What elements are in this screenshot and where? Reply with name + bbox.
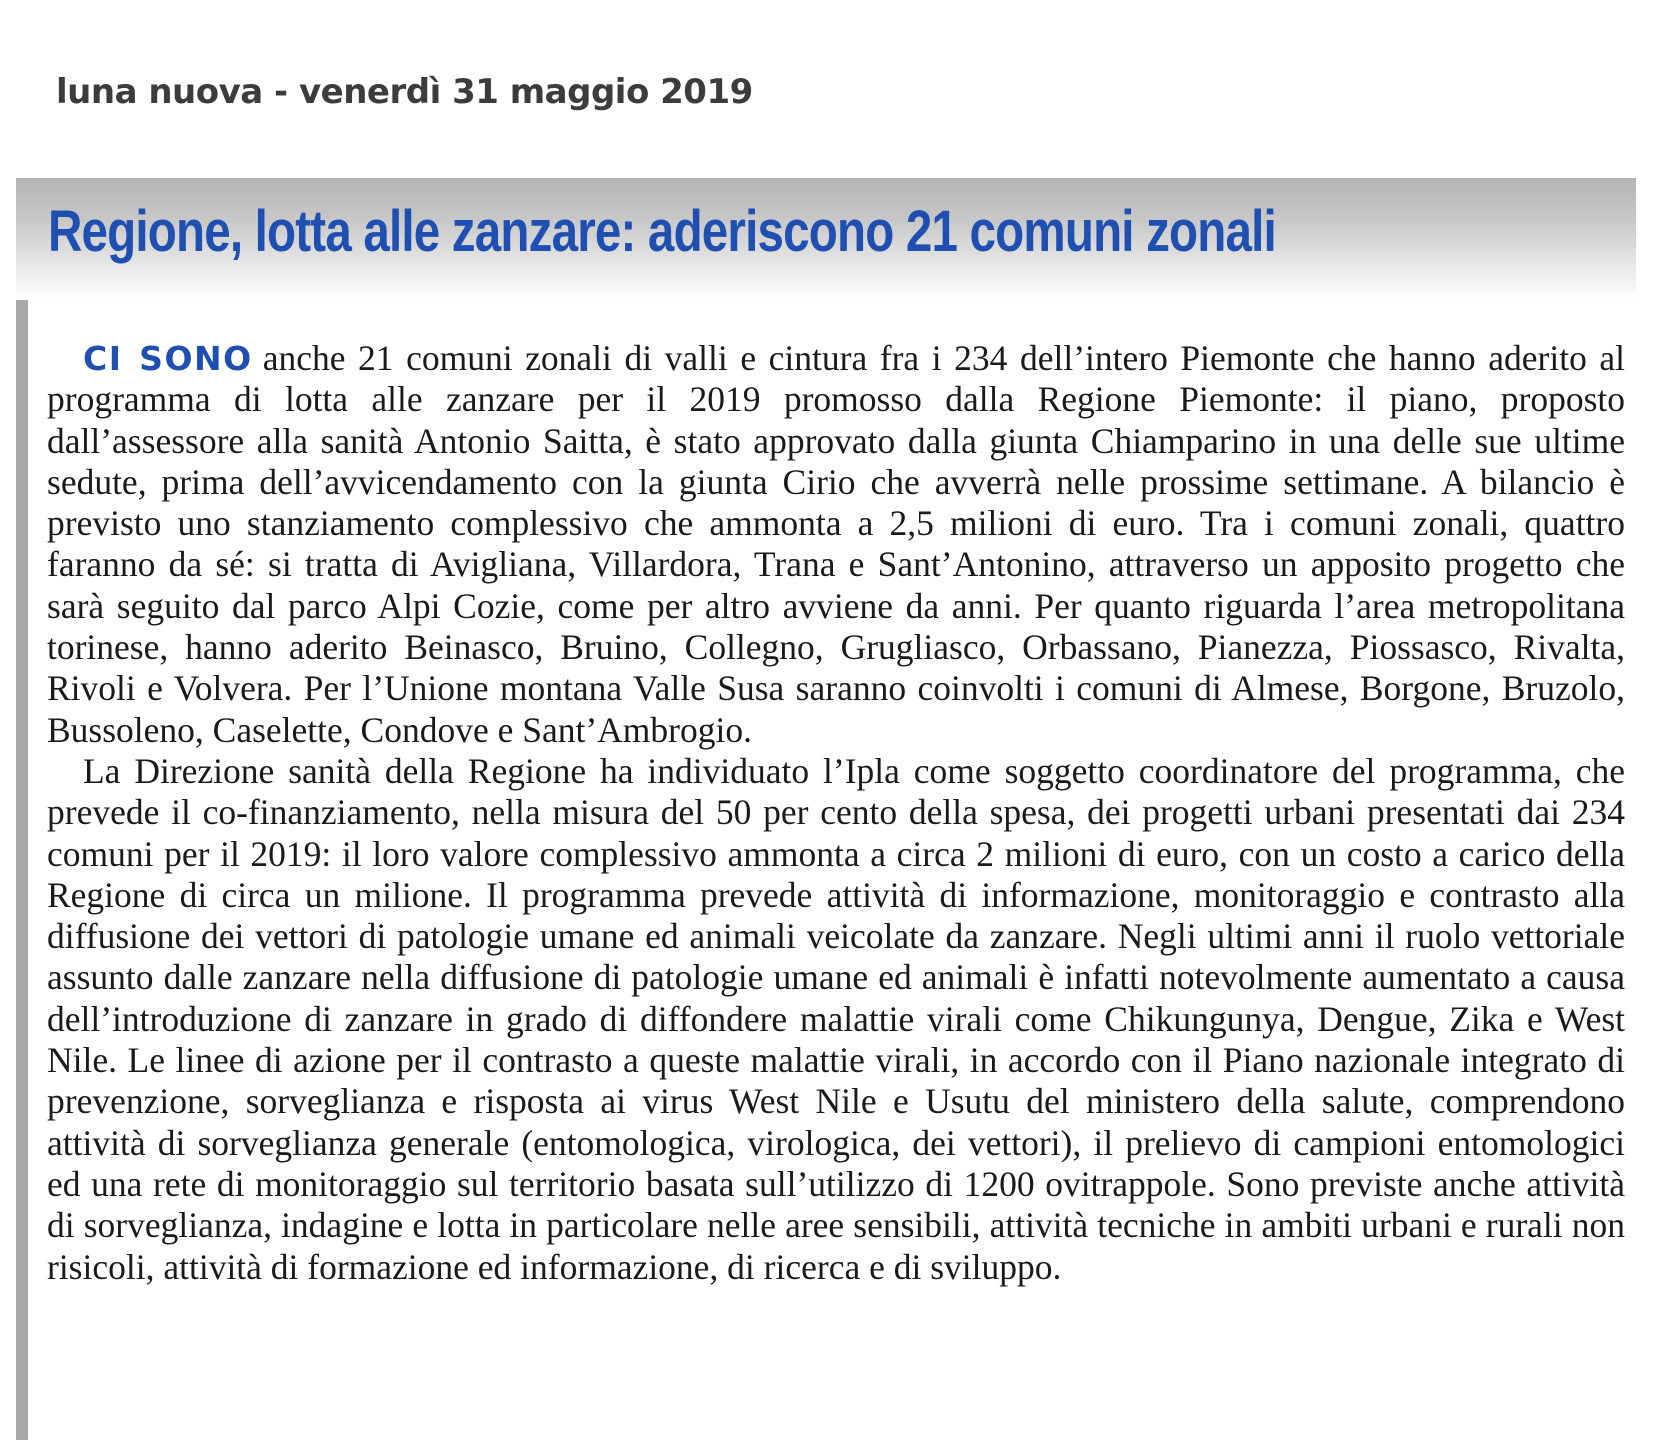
article-paragraph-1 [47, 338, 1625, 751]
headline-band [16, 178, 1636, 300]
lead-in: CI SONO [83, 339, 253, 378]
paragraph-1-text: anche 21 comuni zonali di valli e cintura fra i 234 dell’intero Piemonte che hanno aderito al programma di lotta alle zanzare per il 2019 promosso dalla Regione Piemonte: il piano, proposto dall’assessore alla sanità Antonio Saitta, è stato approvato dalla giunta Chiamparino in una delle sue ultime sedute, prima dell’avvicendamento con la giunta Cirio che avverrà nelle prossime settimane. A bilancio è previsto uno stanziamento complessivo che ammonta a 2,5 milioni di euro. Tra i comuni zonali, quattro faranno da sé: si tratta di Avigliana, Villardora, Trana e Sant’Antonino, attraverso un apposito progetto che sarà seguito dal parco Alpi Cozie, come per altro avviene da anni. Per quanto riguarda l’area metropolitana torinese, hanno aderito Beinasco, Bruino, Collegno, Grugliasco, Orbassano, Pianezza, Piossasco, Rivalta, Rivoli e Volvera. Per l’Unione montana Valle Susa saranno coinvolti i comuni di Almese, Borgone, Bruzolo, Bussoleno, Caselette, Condove e Sant’Ambrogio. [47, 338, 1626, 750]
article-body [47, 338, 1625, 1288]
masthead-date-line: luna nuova - venerdì 31 maggio 2019 [56, 72, 753, 112]
article-headline: Regione, lotta alle zanzare: aderiscono 21 comuni zonali [48, 199, 1276, 264]
left-border-rule [16, 178, 28, 1440]
article-paragraph-2: La Direzione sanità della Regione ha individuato l’Ipla come soggetto coordinatore del programma, che prevede il co-finanziamento, nella misura del 50 per cento della spesa, dei progetti urbani presentati dai 234 comuni per il 2019: il loro valore complessivo ammonta a circa 2 milioni di euro, con un costo a carico della Regione di circa un milione. Il programma prevede attività di informazione, monitoraggio e contrasto alla diffusione dei vettori di patologie umane ed animali veicolate da zanzare. Negli ultimi anni il ruolo vettoriale assunto dalle zanzare nella diffusione di patologie umane ed animali è infatti notevolmente aumentato a causa dell’introduzione di zanzare in grado di diffondere malattie virali come Chikungunya, Dengue, Zika e West Nile. Le linee di azione per il contrasto a queste malattie virali, in accordo con il Piano nazionale integrato di prevenzione, sorveglianza e risposta ai virus West Nile e Usutu del ministero della salute, comprendono attività di sorveglianza generale (entomologica, virologica, dei vettori), il prelievo di campioni entomologici ed una rete di monitoraggio sul territorio basata sull’utilizzo di 1200 ovitrappole. Sono previste anche attività di sorveglianza, indagine e lotta in particolare nelle aree sensibili, attività tecniche in ambiti urbani e rurali non risicoli, attività di formazione ed informazione, di ricerca e di sviluppo. [47, 750, 1625, 1287]
